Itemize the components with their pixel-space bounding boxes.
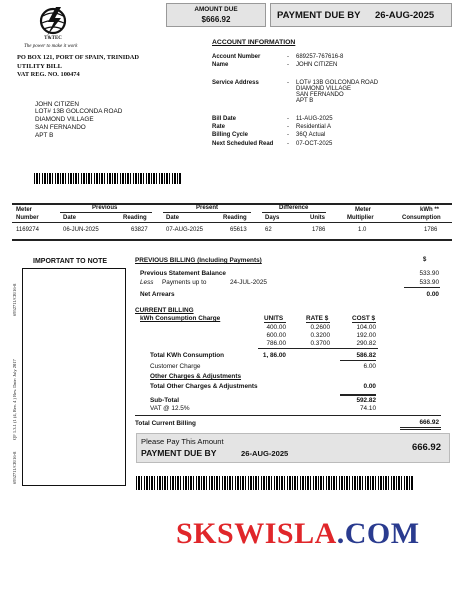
meter-header: Meter (16, 207, 33, 213)
days-cell: 62 (265, 227, 272, 233)
service-address-line-1: LOT# 13B GOLCONDA ROAD (296, 80, 379, 86)
dash: - (287, 132, 289, 138)
total-kwh-label: Total KWh Consumption (150, 352, 225, 359)
company-logo (34, 4, 72, 44)
service-address-line-4: APT B (296, 98, 314, 104)
company-tagline: The power to make it work (24, 44, 78, 49)
days-subheader: Days (265, 215, 280, 221)
billing-cycle-value: 36Q Actual (296, 132, 326, 138)
subtotal-rule (340, 394, 376, 396)
pres-date-subheader: Date (166, 215, 180, 221)
meter-table-bottom-rule (12, 239, 452, 241)
tier-rate-1: 0.2600 (310, 324, 330, 331)
cost-column-header: COST $ (352, 315, 376, 322)
service-address-line-3: SAN FERNANDO (296, 92, 344, 98)
currency-symbol: $ (423, 257, 427, 263)
consumption-subheader: Consumption (402, 215, 441, 221)
amount-due-label: AMOUNT DUE (194, 6, 238, 13)
vat-registration: VAT REG. NO. 100474 (17, 71, 80, 78)
rate-column-header: RATE $ (306, 315, 329, 322)
payments-rule (404, 287, 440, 288)
tier-rate-2: 0.3200 (310, 332, 330, 339)
dash: - (287, 80, 289, 86)
important-heading: IMPORTANT TO NOTE (33, 258, 108, 265)
number-subheader: Number (16, 215, 39, 221)
prev-date-cell: 06-JUN-2025 (63, 227, 99, 233)
previous-header: Previous (92, 205, 118, 211)
subtotal-value: 592.82 (356, 397, 376, 404)
service-address-label: Service Address (212, 80, 259, 86)
watermark-text (176, 517, 420, 551)
cost-header-rule (352, 322, 376, 323)
total-kwh-cost: 586.82 (356, 352, 376, 359)
tier-units-3: 786.00 (266, 340, 286, 347)
payments-date: 24-JUL-2025 (230, 279, 267, 286)
multiplier-subheader: Multiplier (347, 215, 374, 221)
tier-cost-1: 104.00 (356, 324, 376, 331)
next-read-value: 07-OCT-2025 (296, 141, 333, 147)
prev-balance-label: Previous Statement Balance (140, 270, 226, 277)
present-header: Present (196, 205, 219, 211)
difference-header: Difference (279, 205, 309, 211)
net-arrears-value: 0.00 (426, 291, 439, 298)
mail-barcode (34, 173, 182, 184)
payment-barcode (136, 476, 414, 490)
side-code-1: 6952711/CR/16-8 (12, 283, 17, 316)
pay-box-due-date: 26-AUG-2025 (241, 449, 289, 458)
pres-reading-subheader: Reading (223, 215, 247, 221)
total-current-double-rule-2 (400, 429, 441, 430)
total-other-value: 0.00 (363, 383, 376, 390)
dash: - (287, 116, 289, 122)
please-pay-box (136, 433, 450, 463)
dash: - (287, 124, 289, 130)
name-label: Name (212, 62, 229, 68)
meter-multiplier-header: Meter (355, 207, 372, 213)
difference-group-rule (262, 212, 326, 213)
payments-value: 533.90 (419, 279, 439, 286)
side-code-3: 6952711/CR/16-8 (12, 451, 17, 484)
account-number-label: Account Number (212, 54, 261, 60)
please-pay-label: Please Pay This Amount (141, 437, 224, 446)
net-arrears-label: Net Arrears (140, 291, 175, 298)
total-current-double-rule-1 (400, 427, 441, 428)
dash: - (287, 141, 289, 147)
units-header-rule (264, 322, 286, 323)
meter-table-top-rule (12, 203, 452, 205)
total-other-label: Total Other Charges & Adjustments (150, 383, 258, 390)
bill-date-label: Bill Date (212, 116, 237, 122)
pay-box-due-label: PAYMENT DUE BY (141, 448, 217, 458)
pay-box-amount: 666.92 (411, 442, 441, 453)
units-subheader: Units (310, 215, 325, 221)
payment-due-date: 26-AUG-2025 (375, 10, 435, 21)
multiplier-cell: 1.0 (358, 227, 367, 233)
tier-cost-2: 192.00 (356, 332, 376, 339)
billing-cycle-label: Billing Cycle (212, 132, 249, 138)
mailing-address-line-5: APT B (35, 132, 54, 139)
customer-charge-value: 6.00 (363, 363, 376, 370)
current-billing-heading: CURRENT BILLING (135, 307, 194, 314)
total-kwh-rule (340, 360, 376, 361)
meter-header-bottom-rule (12, 222, 452, 223)
total-current-label: Total Current Billing (135, 420, 196, 427)
mailing-address-line-1: JOHN CITIZEN (35, 101, 80, 108)
total-current-top-rule (135, 415, 441, 416)
mailing-address-line-2: LOT# 13B GOLCONDA ROAD (35, 108, 123, 115)
payments-label: Payments up to (162, 279, 207, 286)
account-info-heading: ACCOUNT INFORMATION (212, 39, 296, 46)
mailing-address-line-3: DIAMOND VILLAGE (35, 116, 94, 123)
tier-units-1: 400.00 (266, 324, 286, 331)
units-column-header: UNITS (264, 315, 284, 322)
less-label: Less (140, 279, 154, 286)
side-code-2: QF 1.3.1 (1 (4, Rev. 4 ) Rev. Date: July 2017 (12, 359, 17, 440)
prev-balance-value: 533.90 (419, 270, 439, 277)
prev-reading-subheader: Reading (123, 215, 147, 221)
previous-group-rule (60, 212, 152, 213)
amount-due-value: $666.92 (201, 15, 231, 24)
consumption-cell: 1786 (424, 227, 438, 233)
vat-value: 74.10 (360, 405, 376, 412)
rate-label: Rate (212, 124, 226, 130)
logo-text: T&TEC (44, 36, 62, 41)
present-group-rule (163, 212, 251, 213)
bill-date-value: 11-AUG-2025 (296, 116, 333, 122)
important-note-box (22, 268, 126, 486)
rate-value: Residential A (296, 124, 332, 130)
pres-reading-cell: 65613 (230, 227, 247, 233)
company-address: PO BOX 121, PORT OF SPAIN, TRINIDAD (17, 54, 140, 61)
tier-rate-3: 0.3700 (310, 340, 330, 347)
dash: - (287, 54, 289, 60)
kwh-charge-label: kWh Consumption Charge (140, 315, 221, 322)
previous-billing-heading: PREVIOUS BILLING (Including Payments) (135, 257, 262, 264)
next-read-label: Next Scheduled Read (212, 141, 274, 147)
prev-date-subheader: Date (63, 215, 77, 221)
customer-charge-label: Customer Charge (150, 363, 201, 370)
mailing-address-line-4: SAN FERNANDO (35, 124, 86, 131)
rate-header-rule (306, 322, 330, 323)
other-charges-label: Other Charges & Adjustments (150, 373, 242, 380)
amount-due-box (166, 3, 266, 27)
watermark-part-red: SKSWISLA (176, 517, 337, 550)
service-address-line-2: DIAMOND VILLAGE (296, 86, 352, 92)
dash: - (287, 62, 289, 68)
subtotal-label: Sub-Total (150, 397, 179, 404)
total-kwh-units: 1, 86.00 (262, 352, 286, 359)
meter-number-cell: 1169274 (16, 227, 39, 233)
payment-due-label: PAYMENT DUE BY (277, 10, 361, 21)
account-number-value: 689257-767616-8 (296, 54, 344, 60)
total-current-value: 666.92 (419, 419, 439, 426)
prev-reading-cell: 63827 (131, 227, 148, 233)
kwh-header: kWh ** (420, 207, 440, 213)
payment-due-header-box (270, 3, 452, 27)
tier-total-rule (258, 348, 378, 349)
watermark-part-blue: .COM (336, 517, 420, 550)
units-cell: 1786 (312, 227, 326, 233)
vat-label: VAT @ 12.5% (150, 405, 190, 412)
bill-title: UTILITY BILL (17, 63, 63, 70)
name-value: JOHN CITIZEN (296, 62, 338, 68)
pres-date-cell: 07-AUG-2025 (166, 227, 204, 233)
tier-units-2: 600.00 (266, 332, 286, 339)
tier-cost-3: 290.82 (356, 340, 376, 347)
